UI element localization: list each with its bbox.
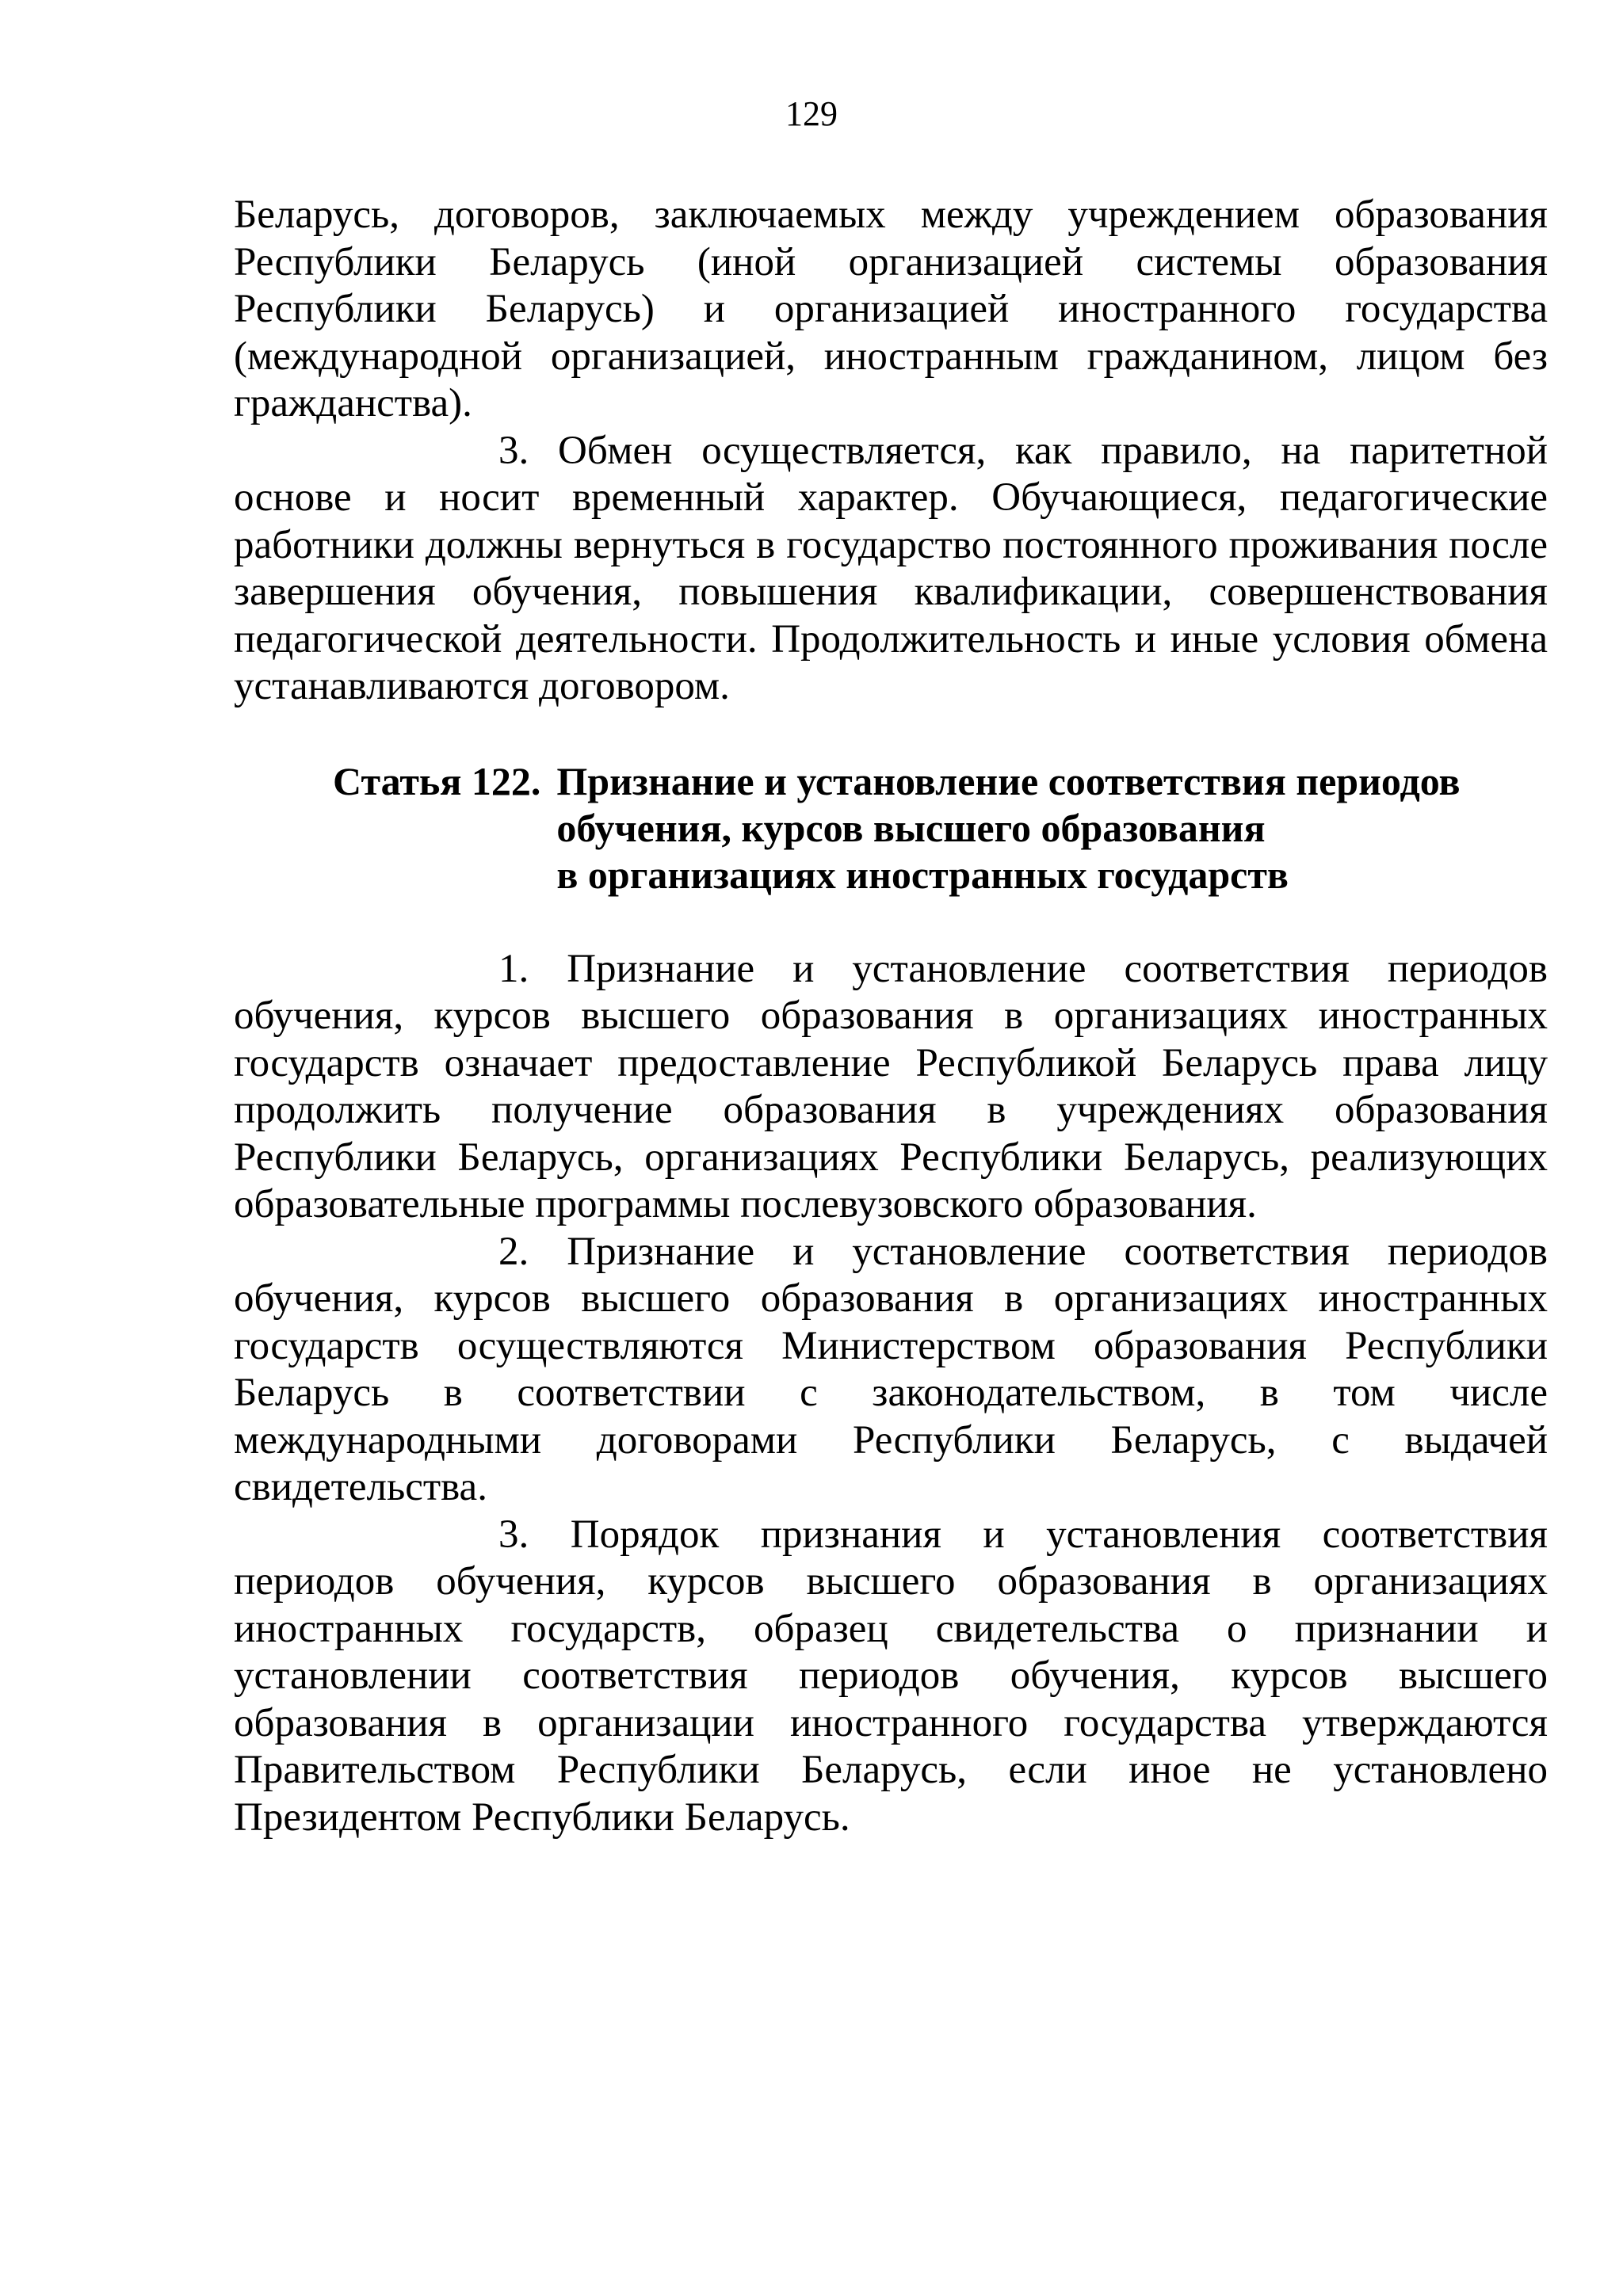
paragraph-recognition-procedure	[234, 1512, 1548, 1842]
article-title-line: Признание и установление соответствия периодов	[556, 758, 1461, 803]
article-heading	[234, 758, 1548, 898]
paragraph-text: Обмен осуществляется, как правило, на паритетной основе и носит временный характер. Обучающиеся, педагогические работники должны вернуться в государство постоянного проживания после завершения обучения, повышения квалификации, совершенствования педагогической деятельности. Продолжительность и иные условия обмена устанавливаются договором.	[234, 428, 1549, 708]
article-title	[556, 758, 1460, 898]
paragraph-recognition-meaning	[234, 946, 1548, 1229]
paragraph-text: Признание и установление соответствия периодов обучения, курсов высшего образования в организациях иностранных государств означает предоставление Республикой Беларусь права лицу продолжить получение образования в учреждениях образования Республики Беларусь, организациях Республики Беларусь, реализующих образовательные программы послевузовского образования.	[234, 946, 1549, 1226]
paragraph-text: Признание и установление соответствия периодов обучения, курсов высшего образования в организациях иностранных государств осуществляются Министерством образования Республики Беларусь в соответствии с законодательством, в том числе международными договорами Республики Беларусь, с выдачей свидетельства.	[234, 1229, 1549, 1509]
document-body	[234, 192, 1548, 1841]
paragraph-number: 1.	[498, 946, 529, 991]
paragraph-number: 3.	[498, 428, 529, 473]
article-label: Статья 122.	[333, 758, 541, 803]
page-number: 129	[785, 94, 838, 133]
paragraph-recognition-authority	[234, 1229, 1548, 1512]
paragraph-exchange-terms	[234, 428, 1548, 711]
paragraph-number: 3.	[498, 1512, 529, 1557]
paragraph-number: 2.	[498, 1229, 529, 1274]
paragraph-continuation	[234, 192, 1548, 428]
article-title-line: в организациях иностранных государств	[556, 852, 1289, 897]
paragraph-text: Беларусь, договоров, заключаемых между учреждением образования Республики Беларусь (иной организацией системы образования Республики Беларусь) и организацией иностранного государства (международной организацией, иностранным гражданином, лицом без гражданства).	[234, 193, 1548, 425]
article-title-line: обучения, курсов высшего образования	[556, 805, 1266, 850]
paragraph-text: Порядок признания и установления соответствия периодов обучения, курсов высшего образования в организациях иностранных государств, образец свидетельства о признании и установлении соответствия периодов обучения, курсов высшего образования в организации иностранного государства утверждаются Правительством Республики Беларусь, если иное не установлено Президентом Республики Беларусь.	[234, 1512, 1548, 1840]
